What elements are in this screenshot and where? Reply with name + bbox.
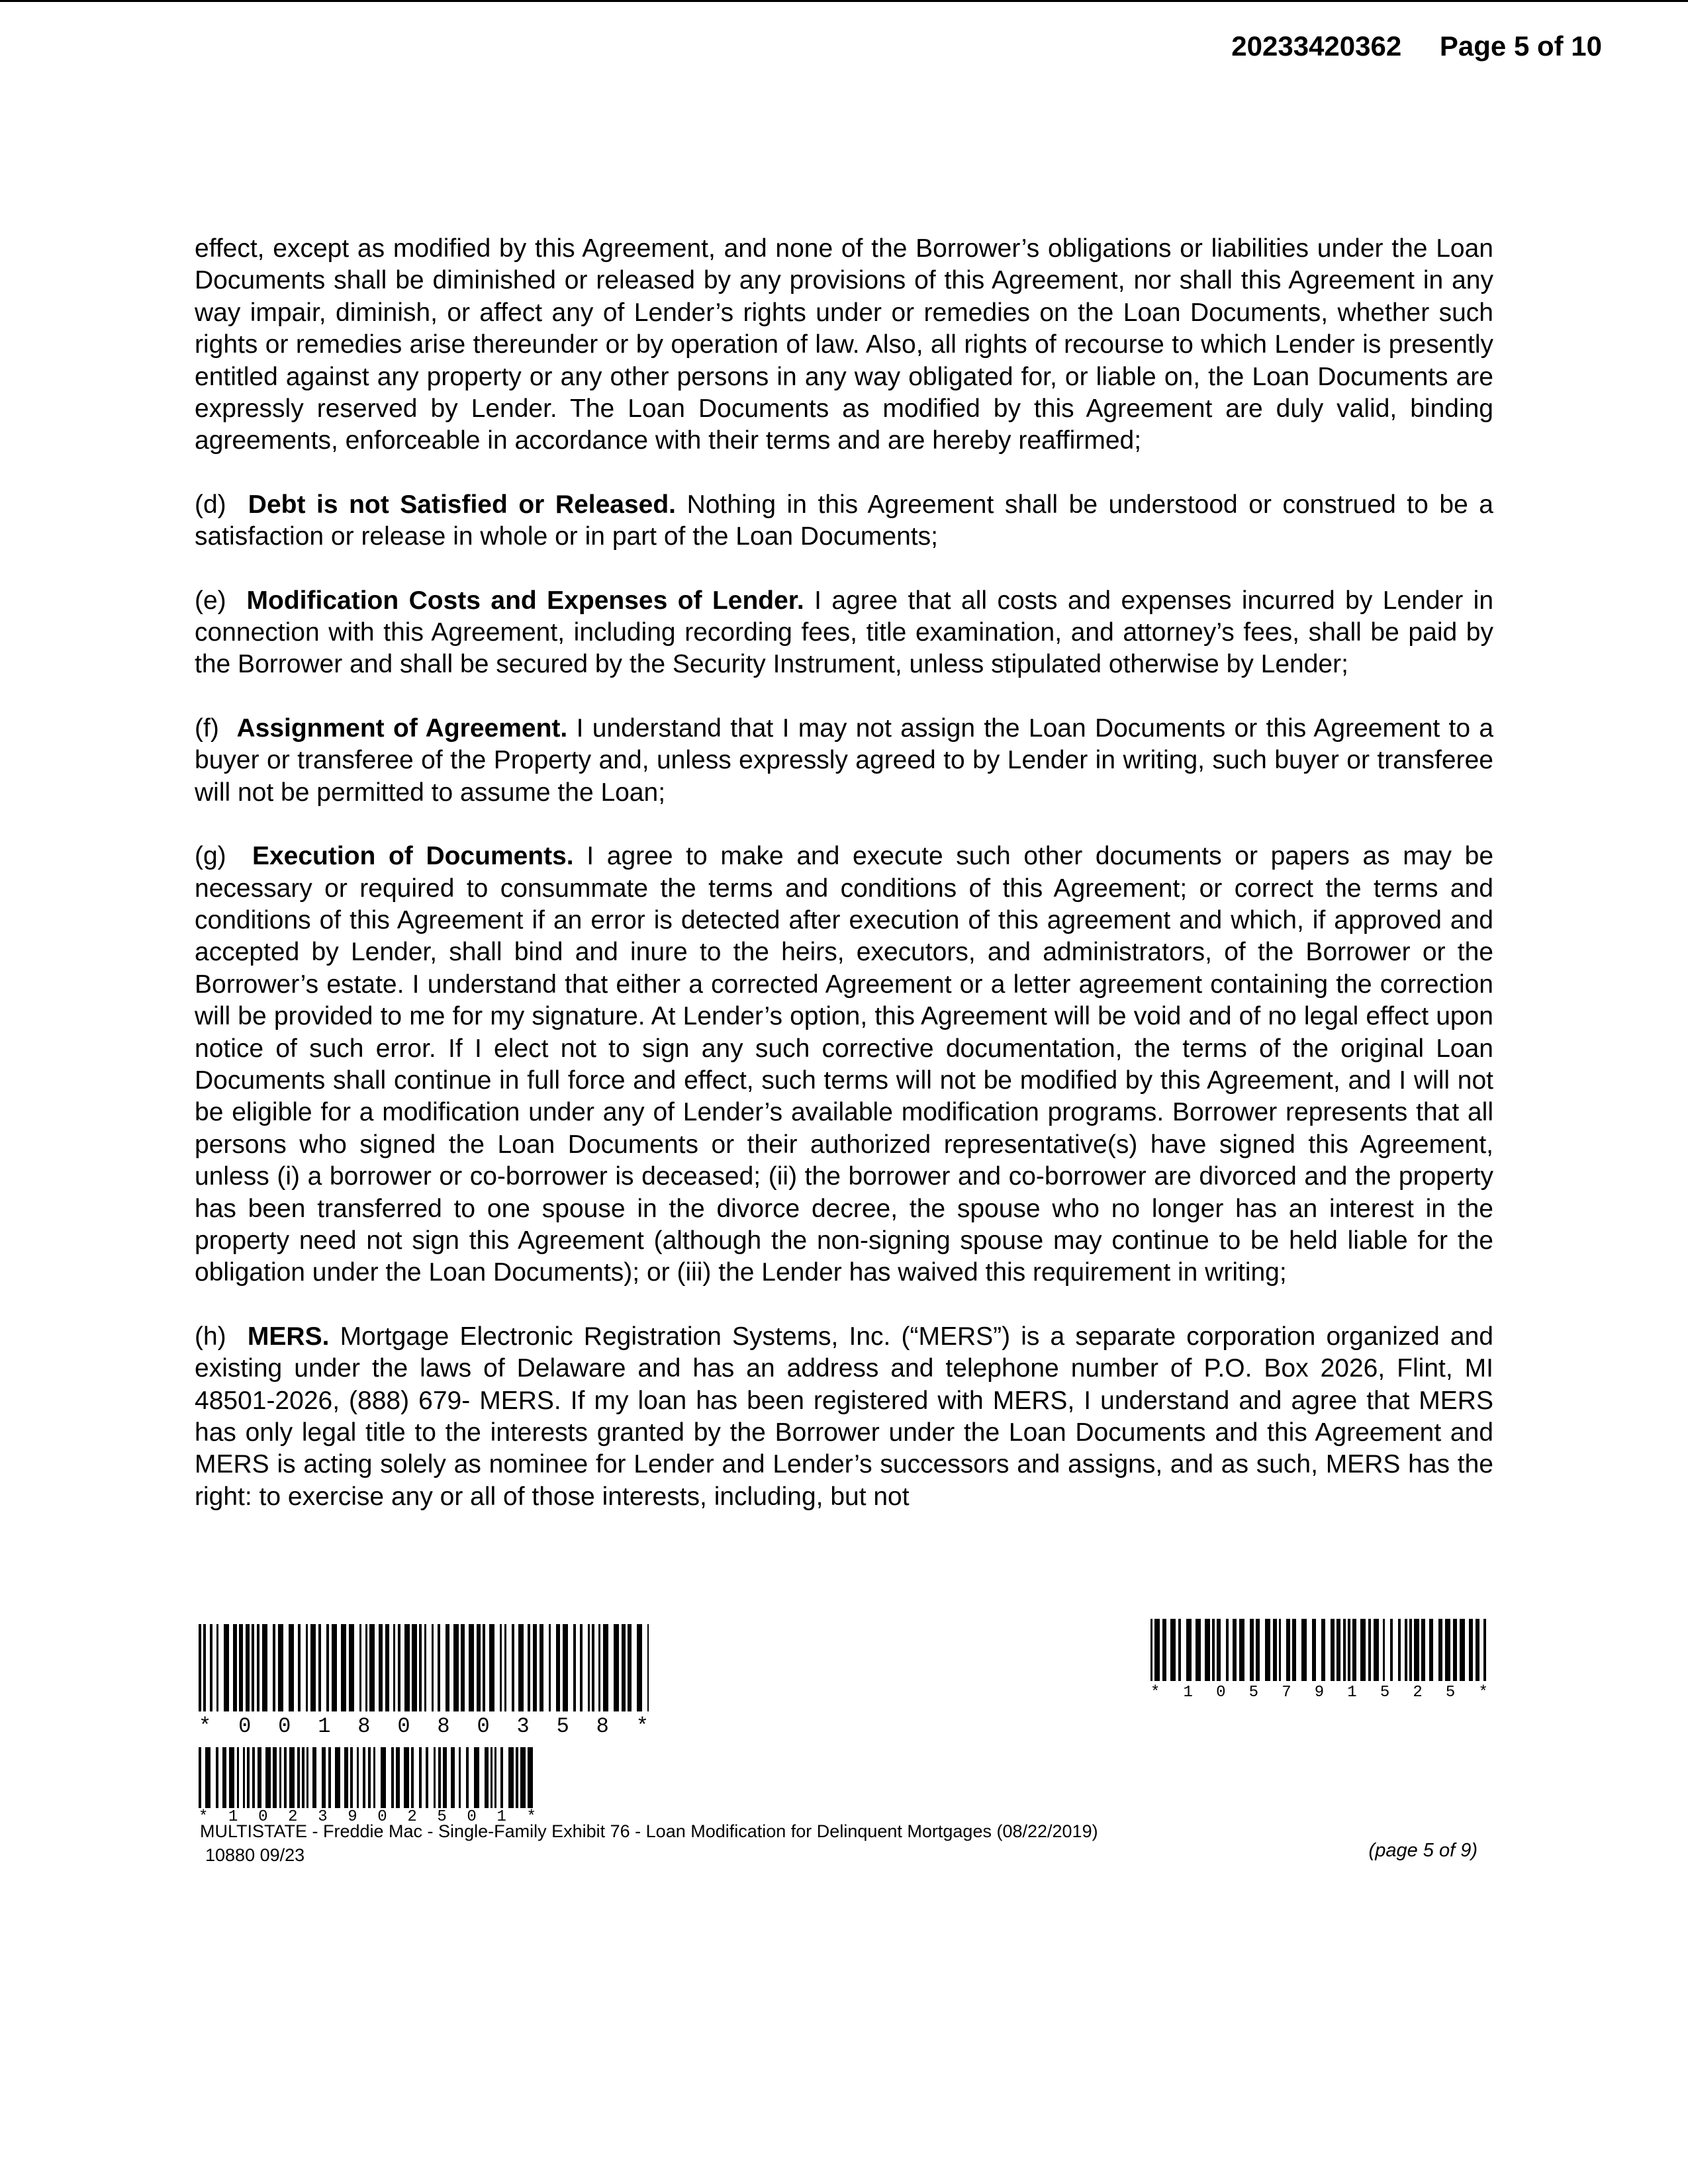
paragraph-label: (f) <box>195 713 219 743</box>
barcode-char: 0 <box>397 1714 410 1739</box>
barcode-char: 1 <box>496 1808 506 1826</box>
page-header <box>1231 30 1602 62</box>
barcode-char: 5 <box>437 1808 447 1826</box>
barcode-space <box>1181 1619 1186 1681</box>
barcode-bar <box>1301 1619 1307 1681</box>
barcode-space <box>479 1747 485 1808</box>
barcode-space <box>1244 1619 1250 1681</box>
barcode-bar <box>205 1747 211 1808</box>
barcode-bar <box>518 1624 524 1711</box>
paragraph-label: (h) <box>195 1322 226 1351</box>
barcode-bar <box>1374 1619 1379 1681</box>
paragraph-heading: MERS. <box>247 1322 330 1351</box>
barcode-bar <box>381 1747 386 1808</box>
barcode-space <box>211 1747 216 1808</box>
paragraph-g <box>195 841 1493 1289</box>
barcode-bar <box>289 1747 295 1808</box>
barcode-space <box>1307 1619 1312 1681</box>
paragraph-d <box>195 489 1493 553</box>
barcode-text <box>1150 1684 1488 1702</box>
barcode-char: 2 <box>288 1808 298 1826</box>
barcode-loan-number <box>1150 1619 1488 1702</box>
barcode-space <box>426 1624 432 1711</box>
barcode-bar <box>1186 1619 1192 1681</box>
paragraph-heading: Execution of Documents. <box>252 842 574 871</box>
barcode-char: 5 <box>1248 1684 1259 1702</box>
barcode-space <box>218 1624 224 1711</box>
barcode-bar <box>1154 1619 1160 1681</box>
barcode-space <box>1393 1619 1398 1681</box>
barcode-bar <box>453 1624 459 1711</box>
barcode-bar <box>289 1624 294 1711</box>
barcode-text <box>199 1714 649 1739</box>
barcode-space <box>301 1624 306 1711</box>
barcode-char: * <box>1478 1684 1488 1702</box>
barcode-space <box>283 1624 289 1711</box>
paragraph-heading: Modification Costs and Expenses of Lender. <box>246 586 804 615</box>
barcode-space <box>386 1747 391 1808</box>
footer-form-code: 10880 09/23 <box>205 1845 305 1865</box>
barcode-space <box>428 1747 434 1808</box>
barcode-space <box>469 1747 474 1808</box>
barcode-space <box>1385 1619 1390 1681</box>
barcode-bar <box>528 1747 533 1808</box>
barcode-space <box>440 1624 445 1711</box>
barcode-space <box>1221 1619 1226 1681</box>
page-label: Page 5 of 10 <box>1439 30 1602 62</box>
paragraph-label: (g) <box>195 842 226 871</box>
barcode-bar <box>369 1624 375 1711</box>
barcode-bar <box>1205 1619 1210 1681</box>
barcode-bar <box>1170 1619 1176 1681</box>
barcode-space <box>583 1624 588 1711</box>
paragraph-continuation <box>195 233 1493 457</box>
barcode-space <box>414 1747 419 1808</box>
barcode-char: * <box>635 1714 649 1739</box>
barcode-space <box>642 1624 647 1711</box>
barcode-space <box>267 1624 273 1711</box>
footer-page-of: (page 5 of 9) <box>1368 1840 1477 1861</box>
barcode-space <box>316 1747 322 1808</box>
barcode-bar <box>278 1624 283 1711</box>
barcode-space <box>321 1624 326 1711</box>
barcode-char: 7 <box>1282 1684 1291 1702</box>
barcode-bar <box>310 1624 316 1711</box>
barcode-char: * <box>199 1808 209 1826</box>
barcode-space <box>354 1624 359 1711</box>
barcode-space <box>506 1624 512 1711</box>
paragraph-text: effect, except as modified by this Agreement, and none of the Borrower’s obligations or liabilities under the Loan Documents shall be diminished or released by any provisions of this Agreement, nor shall this Agreement in any way impair, diminish, or affect any of Lender’s rights under or remedies on the Loan Documents, whether such rights or remedies arise thereunder or by operation of law. Also, all rights of recourse to which Lender is presently entitled against any property or any other persons in any way obligated for, or liable on, the Loan Documents are expressly reserved by Lender. The Loan Documents as modified by this Agreement are duly valid, binding agreements, enforceable in accordance with their terms and are hereby reaffirmed; <box>195 234 1493 455</box>
barcode-char: * <box>199 1714 212 1739</box>
barcode-space <box>543 1624 549 1711</box>
paragraph-text: Nothing in this Agreement shall be understood or construed to be a satisfaction or release in whole or in part of the Loan Documents; <box>195 490 1493 551</box>
barcode-bar <box>647 1624 649 1711</box>
barcode-space <box>503 1747 508 1808</box>
barcode-char: * <box>1150 1684 1160 1702</box>
barcode-bar <box>1460 1619 1465 1681</box>
barcode-char: 2 <box>1413 1684 1423 1702</box>
barcode-space <box>632 1624 637 1711</box>
barcode-char: 3 <box>516 1714 530 1739</box>
barcode-bar <box>341 1624 346 1711</box>
barcode-bar <box>1414 1619 1419 1681</box>
barcode-space <box>533 1747 536 1808</box>
barcode-document-id <box>199 1624 649 1739</box>
barcode-char: 9 <box>348 1808 357 1826</box>
barcode-char: 5 <box>1380 1684 1390 1702</box>
paragraph-label: (d) <box>195 490 226 519</box>
paragraph-h <box>195 1321 1493 1513</box>
paragraph-text: I agree to make and execute such other documents or papers as may be necessary or required to consummate the terms and conditions of this Agreement; or correct the terms and conditions of this Agreement if an error is detected after execution of this agreement and which, if approved and accepted by Lender, shall bind and inure to the heirs, executors, and administrators, of the Borrower or the Borrower’s estate. I understand that either a corrected Agreement or a letter agreement containing the correction will be provided to me for my signature. At Lender’s option, this Agreement will be void and of no legal effect upon notice of such error. If I elect not to sign any such corrective documentation, the terms of the original Loan Documents shall continue in full force and effect, such terms will not be modified by this Agreement, and I will not be eligible for a modification under any of Lender’s available modification programs. Borrower represents that all persons who signed the Loan Documents or their authorized representative(s) have signed this Agreement, unless (i) a borrower or co-borrower is deceased; (ii) the borrower and co-borrower are divorced and the property has been transferred to one spouse in the divorce decree, the spouse who no longer has an interest in the property need not sign this Agreement (although the non-signing spouse may continue to be held liable for the obligation under the Loan Documents); or (iii) the Lender has waived this requirement in writing; <box>195 842 1494 1287</box>
barcode-char: 0 <box>278 1714 291 1739</box>
barcode-char: 5 <box>1445 1684 1456 1702</box>
barcode-bar <box>508 1747 514 1808</box>
paragraph-text: Mortgage Electronic Registration Systems, Inc. (“MERS”) is a separate corporation organized and existing under the laws of Delaware and has an address and telephone number of P.O. Box 2026, Flint, MI 48501-2026, (888) 679- MERS. If my loan has been registered with MERS, I understand and agree that MERS has only legal title to the interests granted by the Borrower under the Loan Documents and this Agreement and MERS is acting solely as nominee for Lender and Lender’s successors and assigns, and as such, MERS has the right: to exercise any or all of those interests, including, but not <box>195 1322 1493 1511</box>
barcode-char: 5 <box>556 1714 569 1739</box>
barcode-bar <box>349 1624 354 1711</box>
paragraph-f <box>195 713 1493 809</box>
barcode-bar <box>614 1624 619 1711</box>
barcode-char: 1 <box>1183 1684 1193 1702</box>
barcode-bar <box>224 1624 229 1711</box>
barcode-char: 1 <box>1347 1684 1357 1702</box>
barcode-space <box>375 1747 381 1808</box>
barcode-bar <box>1196 1619 1201 1681</box>
barcode-bar <box>229 1747 234 1808</box>
barcode-char: 0 <box>238 1714 252 1739</box>
top-scan-edge <box>0 0 1688 2</box>
barcode-bar <box>563 1624 568 1711</box>
barcode-bar <box>637 1624 642 1711</box>
paragraph-heading: Assignment of Agreement. <box>236 713 568 743</box>
barcode-space <box>608 1624 614 1711</box>
barcode-char: 1 <box>318 1714 331 1739</box>
paragraph-label: (e) <box>195 586 226 615</box>
paragraph-text: I understand that I may not assign the Loan Documents or this Agreement to a buyer or transferee of the Property and, unless expressly agreed to by Lender in writing, such buyer or transferee will not be permitted to assume the Loan; <box>195 713 1494 807</box>
barcode-char: 3 <box>318 1808 328 1826</box>
barcode-char: 0 <box>377 1808 387 1826</box>
barcode-bar <box>469 1624 474 1711</box>
barcode-bar <box>474 1747 479 1808</box>
barcode-space <box>1281 1619 1286 1681</box>
paragraph-e <box>195 585 1493 681</box>
barcode-char: 8 <box>437 1714 450 1739</box>
barcode-space <box>494 1624 500 1711</box>
barcode-bar <box>262 1624 267 1711</box>
barcode-bar <box>520 1747 526 1808</box>
barcode-bar <box>404 1624 410 1711</box>
barcode-bar <box>1445 1619 1450 1681</box>
barcode-char: 8 <box>357 1714 371 1739</box>
barcode-bars <box>1150 1619 1488 1681</box>
document-number: 20233420362 <box>1231 30 1402 62</box>
footer-form-title: MULTISTATE - Freddie Mac - Single-Family Exhibit 76 - Loan Modification for Delinquent Mortgages (08/22/2019) <box>200 1821 1098 1841</box>
agreement-body <box>195 233 1493 1545</box>
barcode-space <box>1325 1619 1331 1681</box>
barcode-bar <box>404 1747 409 1808</box>
barcode-bar <box>1239 1619 1244 1681</box>
barcode-space <box>1316 1619 1321 1681</box>
barcode-bar <box>603 1624 608 1711</box>
barcode-space <box>551 1624 556 1711</box>
barcode-space <box>1260 1619 1265 1681</box>
barcode-bars <box>199 1624 649 1711</box>
barcode-char: * <box>526 1808 536 1826</box>
barcode-space <box>568 1624 573 1711</box>
barcode-space <box>1296 1619 1301 1681</box>
barcode-char: 2 <box>407 1808 417 1826</box>
barcode-char: 8 <box>596 1714 609 1739</box>
barcode-char: 0 <box>477 1714 490 1739</box>
barcode-bar <box>1265 1619 1270 1681</box>
barcode-bar <box>412 1624 417 1711</box>
barcode-char: 1 <box>228 1808 238 1826</box>
barcode-form-id <box>199 1747 536 1826</box>
barcode-bar <box>1360 1619 1366 1681</box>
barcode-char: 0 <box>1216 1684 1226 1702</box>
barcode-char: 9 <box>1314 1684 1325 1702</box>
barcode-bar <box>332 1624 337 1711</box>
barcode-bar <box>265 1747 271 1808</box>
barcode-char: 0 <box>467 1808 477 1826</box>
barcode-space <box>1486 1619 1488 1681</box>
paragraph-text: I agree that all costs and expenses incurred by Lender in connection with this Agreement, including recording fees, title examination, and attorney’s fees, shall be paid by the Borrower and shall be secured by the Security Instrument, unless stipulated otherwise by Lender; <box>195 586 1494 679</box>
barcode-bars <box>199 1747 536 1808</box>
barcode-space <box>1433 1619 1438 1681</box>
barcode-bar <box>489 1624 494 1711</box>
barcode-space <box>461 1747 466 1808</box>
barcode-bar <box>335 1747 340 1808</box>
paragraph-heading: Debt is not Satisfied or Released. <box>248 490 677 519</box>
barcode-char: 0 <box>258 1808 268 1826</box>
